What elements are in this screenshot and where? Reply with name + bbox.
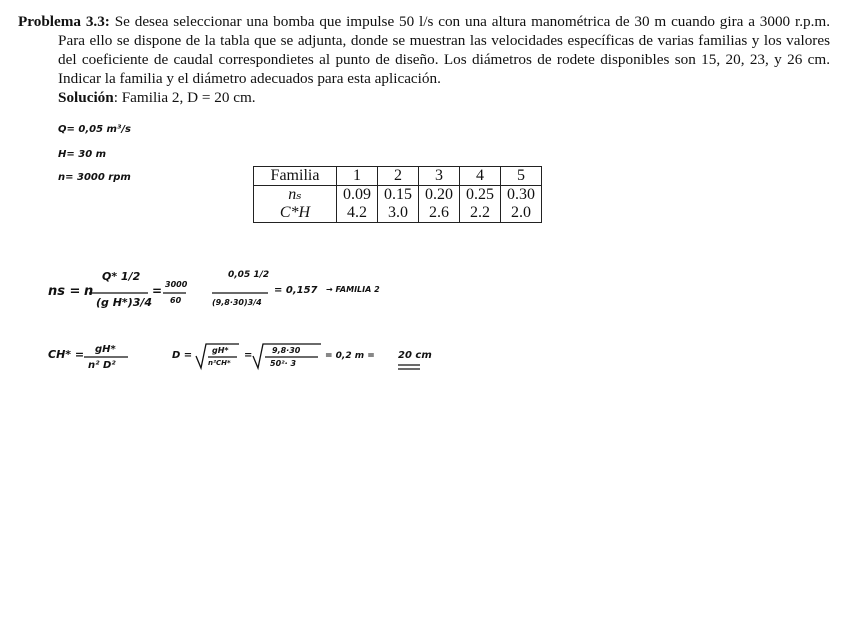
table-header-cell: 5 <box>501 167 542 186</box>
calc1-result: = 0,157 <box>274 285 318 296</box>
calc1-n: n <box>84 284 94 299</box>
table-cell: 2.6 <box>419 204 460 223</box>
calc2-den: n² D² <box>88 360 116 371</box>
table-header-cell: 4 <box>460 167 501 186</box>
table-cell: 0.25 <box>460 186 501 205</box>
calc1-frac3-den: (9,8·30)3/4 <box>212 298 262 307</box>
table-header-cell: Familia <box>254 167 337 186</box>
calc2-sq2-num: 9,8·30 <box>272 346 301 355</box>
table-cell: 0.20 <box>419 186 460 205</box>
solution-label: Solución <box>58 89 114 106</box>
table-cell: 0.30 <box>501 186 542 205</box>
calc2-sq1-num: gH* <box>212 346 229 355</box>
table-header-cell: 2 <box>378 167 419 186</box>
calc1-frac2-num: 3000 <box>165 280 188 289</box>
calc2-lhs: CH* = <box>48 348 85 361</box>
calc1-den: (g H*)3/4 <box>96 296 153 309</box>
calc2-sq2-den: 50²· 3 <box>270 359 297 368</box>
calc1-num: Q* 1/2 <box>102 270 141 283</box>
table-header-cell: 3 <box>419 167 460 186</box>
solution-text: : Familia 2, D = 20 cm. <box>113 89 256 106</box>
table-cell: 3.0 <box>378 204 419 223</box>
calc2-num: gH* <box>95 344 116 355</box>
given-n: n= 3000 rpm <box>58 172 131 183</box>
calc2-sq1-den: n²CH* <box>208 359 231 367</box>
calc2-result: = 0,2 m = <box>325 351 375 361</box>
table-row-label: nₛ <box>254 186 337 205</box>
calc1-frac3-num: 0,05 1/2 <box>228 270 270 280</box>
table-cell: 2.2 <box>460 204 501 223</box>
calc1-frac2-den: 60 <box>170 296 182 305</box>
problem-label: Problema 3.3: <box>18 13 110 30</box>
calc1-arrow: → FAMILIA 2 <box>326 285 380 294</box>
calc1-lhs: ns = <box>48 284 81 299</box>
table-cell: 2.0 <box>501 204 542 223</box>
table-cell: 0.09 <box>337 186 378 205</box>
calc1-eq: = <box>152 284 163 298</box>
problem-text: Se desea seleccionar una bomba que impulse 50 l/s con una altura manométrica de 30 m cuando gira a 3000 r.p.m. Para ello se dispone de la tabla que se adjunta, donde se muestran las velocidades específicas de varias familias y los valores del coeficiente de caudal correspondietes al punto de diseño. Los diámetros de rodete disponibles son 15, 20, 23, y 26 cm. Indicar la familia y el diámetro adecuados para esta aplicación. <box>58 13 830 87</box>
table-cell: 0.15 <box>378 186 419 205</box>
given-h: H= 30 m <box>58 149 107 160</box>
table-row-label: C*H <box>254 204 337 223</box>
table-header-cell: 1 <box>337 167 378 186</box>
given-q: Q= 0,05 m³/s <box>58 124 131 135</box>
calc2-eq: = <box>244 350 253 361</box>
calc2-d: D = <box>172 350 193 361</box>
table-cell: 4.2 <box>337 204 378 223</box>
calc2-final: 20 cm <box>398 350 432 361</box>
